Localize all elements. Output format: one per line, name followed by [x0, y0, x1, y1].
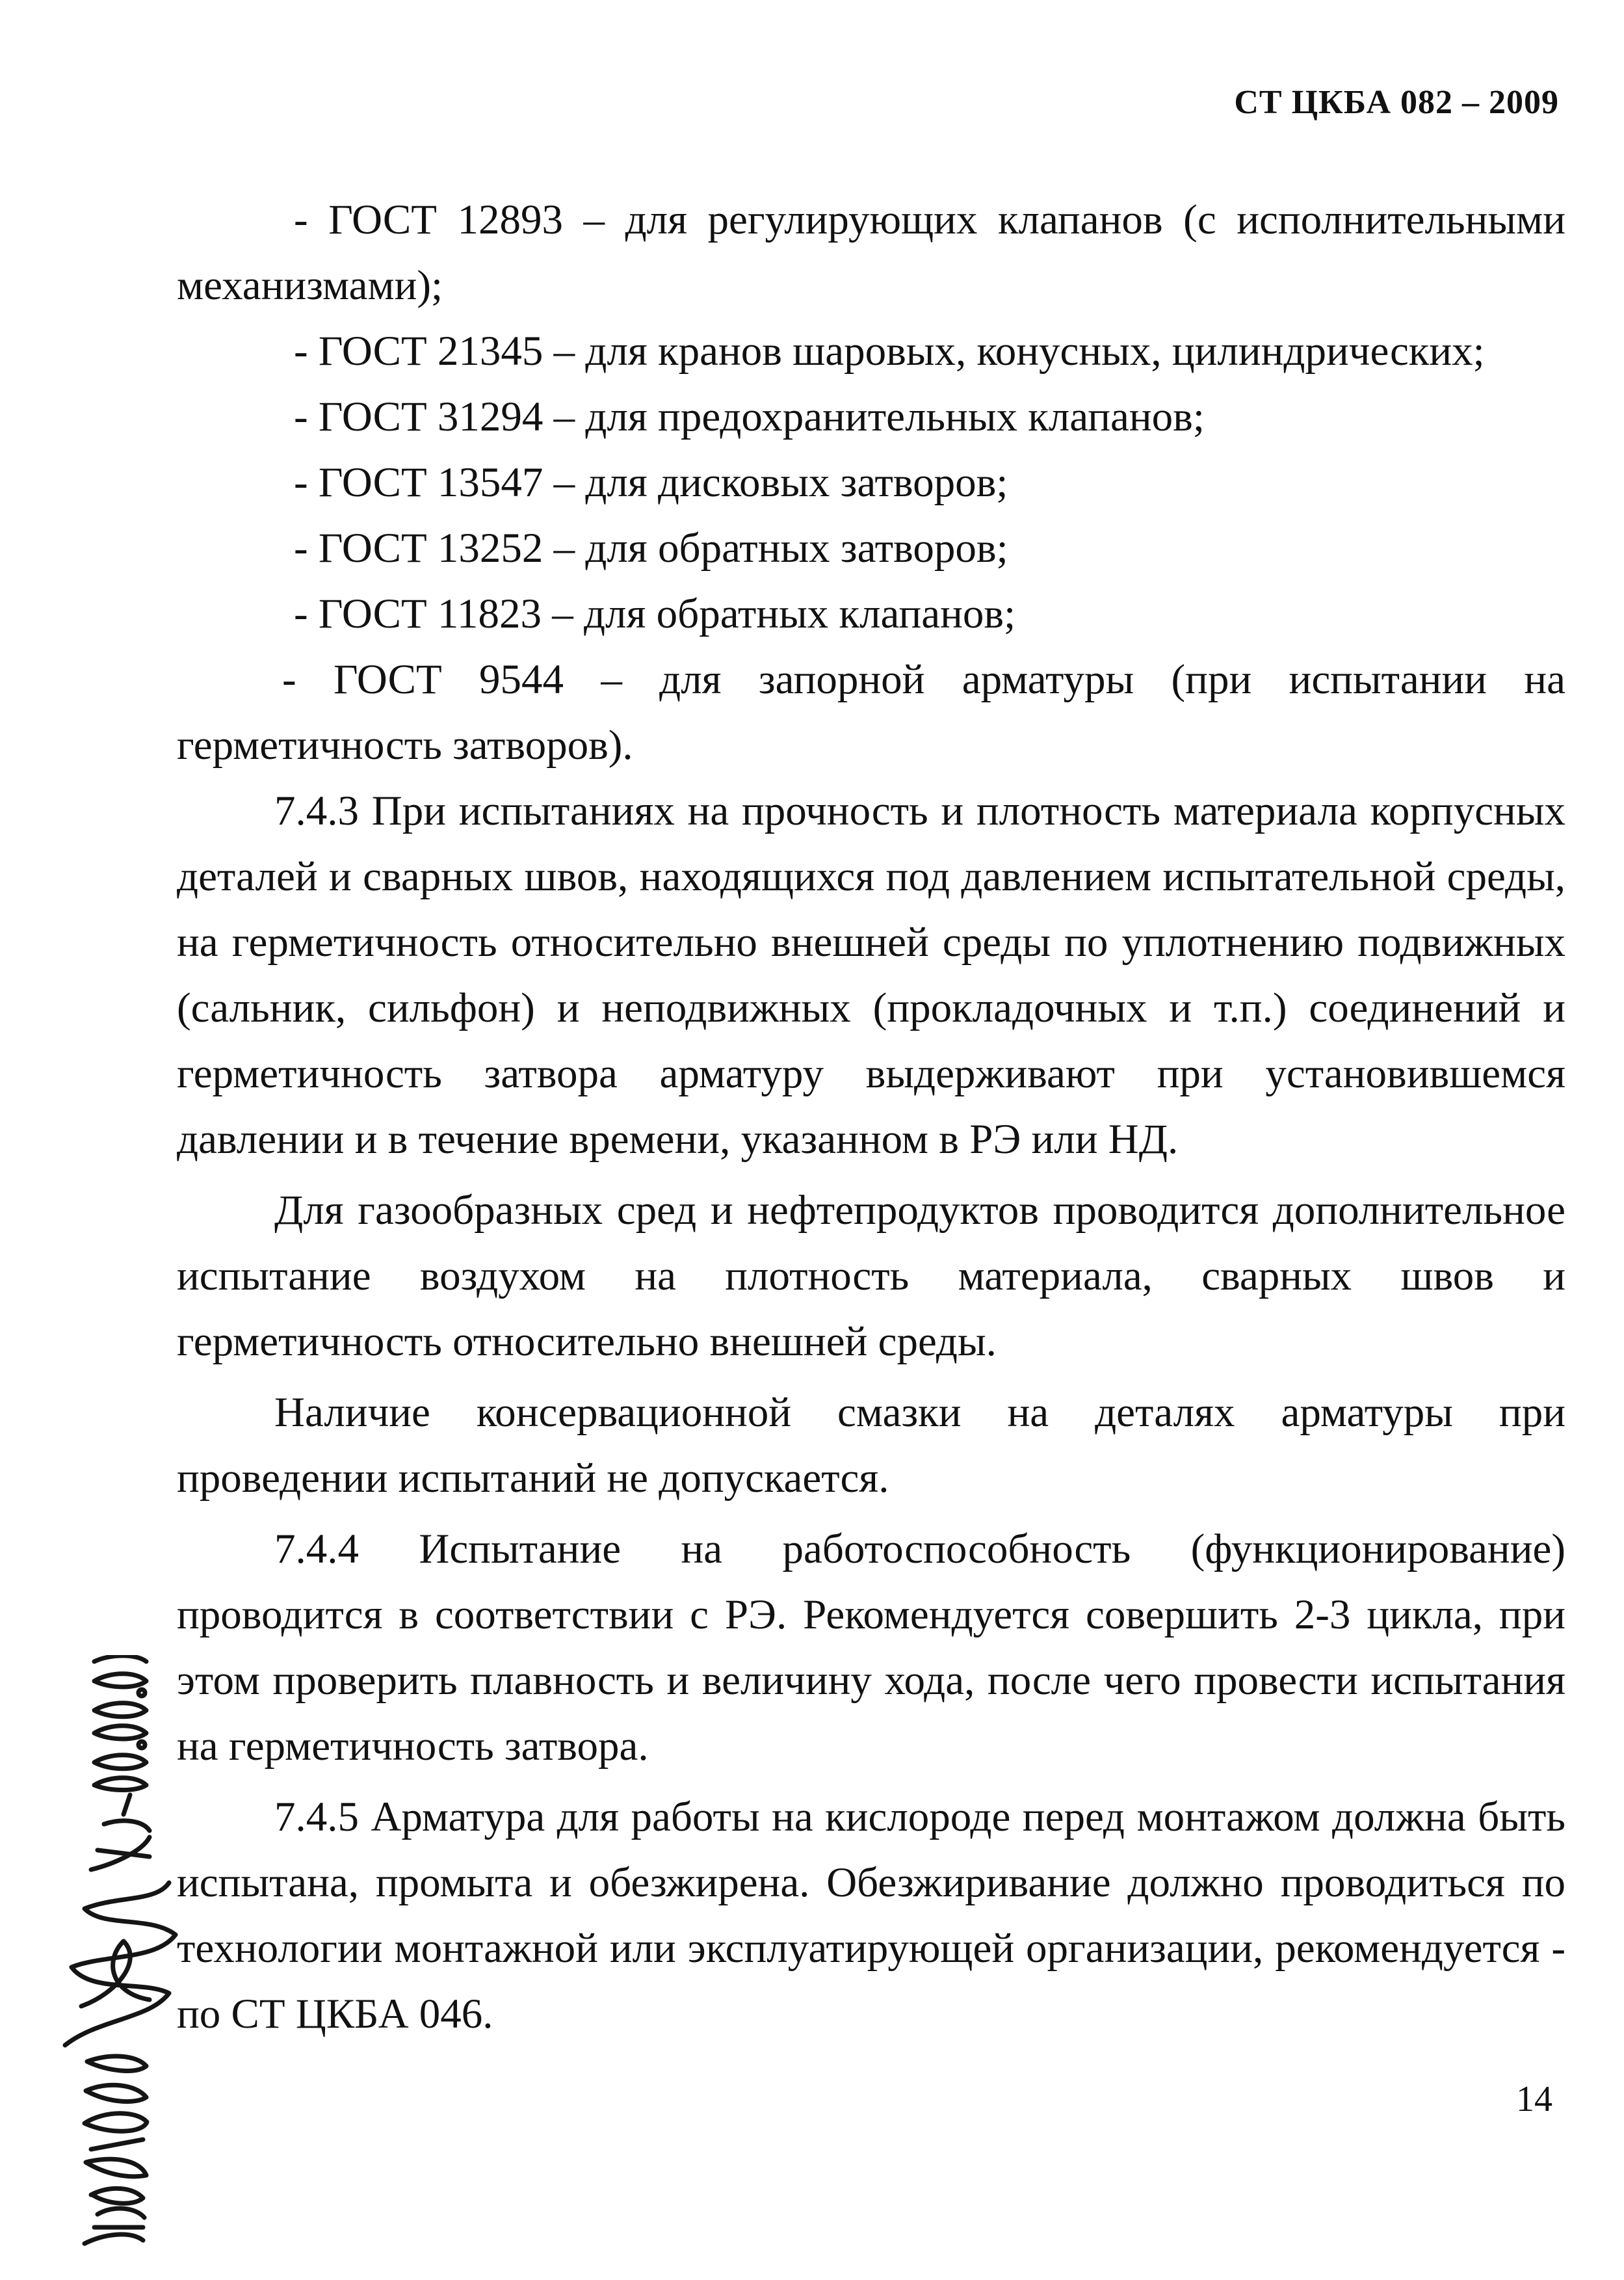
paragraph-gas-media: Для газообразных сред и нефтепродуктов проводится дополнительное испытание воздухом на плотность материала, сварных швов и герметичность относительно внешней среды. [177, 1187, 1565, 1365]
gost-list-item-9544: - ГОСТ 9544 – для запорной арматуры (при испытании на герметичность затворов). [177, 656, 1565, 769]
paragraph-grease: Наличие консервационной смазки на деталях арматуры при проведении испытаний не допускается. [177, 1389, 1565, 1502]
gost-list-item-12893: - ГОСТ 12893 – для регулирующих клапанов (с исполнительными механизмами); [177, 196, 1565, 309]
handwritten-signature [46, 1655, 202, 2260]
gost-list-item-13252: - ГОСТ 13252 – для обратных затворов; [294, 525, 1008, 572]
document-body [177, 187, 1565, 2047]
paragraph-7-4-5: 7.4.5 Арматура для работы на кислороде перед монтажом должна быть испытана, промыта и обезжирена. Обезжиривание должно проводиться по технологии монтажной или эксплуатирующей организации, рекомендуется - по СТ ЦКБА 046. [177, 1794, 1565, 2037]
paragraph-7-4-4: 7.4.4 Испытание на работоспособность (функционирование) проводится в соответствии с РЭ. Рекомендуется совершить 2-3 цикла, при этом проверить плавность и величину хода, после чего провести испытания на герметичность затвора. [177, 1526, 1565, 1770]
paragraph-7-4-3: 7.4.3 При испытаниях на прочность и плотность материала корпусных деталей и сварных швов, находящихся под давлением испытательной среды, на герметичность относительно внешней среды по уплотнению подвижных (сальник, сильфон) и неподвижных (прокладочных и т.п.) соединений и герметичность затвора арматуру выдерживают при установившемся давлении и в течение времени, указанном в РЭ или НД. [177, 788, 1565, 1163]
page-number: 14 [1516, 2079, 1552, 2119]
document-id-header: СТ ЦКБА 082 – 2009 [1234, 84, 1559, 121]
gost-list-item-13547: - ГОСТ 13547 – для дисковых затворов; [294, 459, 1008, 506]
gost-list-item-31294: - ГОСТ 31294 – для предохранительных клапанов; [294, 393, 1205, 440]
gost-list-item-11823: - ГОСТ 11823 – для обратных клапанов; [294, 590, 1016, 637]
gost-list-item-21345: - ГОСТ 21345 – для кранов шаровых, конусных, цилиндрических; [294, 328, 1485, 375]
